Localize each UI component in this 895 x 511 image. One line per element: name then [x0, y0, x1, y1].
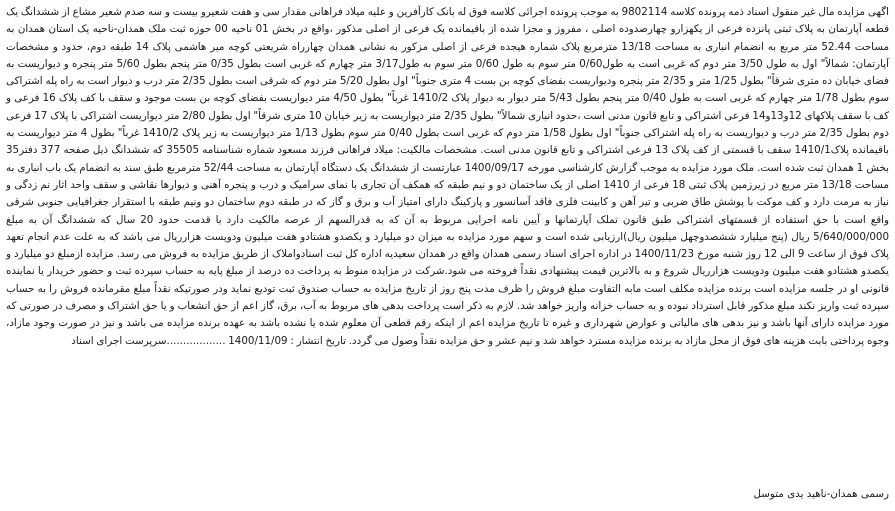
auction-notice — [6, 4, 889, 350]
notice-body: اگهی مزایده مال غیر منقول اسناد ذمه پرونده کلاسه 9802114 به موجب پرونده اجرائی کلاسه فوق له بانک کارآفرین و علیه میلاد فراهانی مقدار سی و هفت شعیرو بیست و سه صدم شعیر مشاع از ششدانگ یک قطعه آپارتمان به پلاک ثبتی پانزده فرعی از یکهزارو چهارصدوده اصلی ، مفروز و مجزا شده از باقیمانده یک فرعی از اصلی مذکور ،واقع در بخش 01 ناحیه 00 حوزه ثبت ملک همدان-ناحیه یک استان همدان به مساحت 52.44 متر مربع به انضمام انباری به مساحت 13/18 مترمربع پلاک شماره هیجده فرعی از اصلی مزکور به نشانی همدان چهارراه شریعتی کوچه میر هاشمی پلاک 14 طبقه دوم، حدود و مشخصات آپارتمان: شمالاً" اول به طول 3/50 متر دوم که غربی است به طول0/60 متر سوم به طول 0/60 متر سوم به طول3/17 متر چهارم که غربی است بطول 0/35 متر پنجم بطول 5/60 متر پنجره و دیواریست به فضای خیابان ده متری شرقاً" بطول 1/25 متر و 2/35 متر پنجره ودیواریست بفضای کوچه بن بست 4 متری جنوباً" اول بطول 5/20 متر دوم که شرقی است بطول 2/35 متر درب و دیوار است به راه پله اشتراکی سوم بطول 1/78 متر چهارم که غربی است به طول 0/40 متر پنجم بطول 5/43 متر دیوار به دیوار پلاک 1410/2 غرباً" بطول 4/50 متر دیواریست بفضای کوچه بن بست موجود و سقف با کف پلاک 16 فرعی و کف با سقف پلاکهای 12و13و14 فرعی اشتراکی و تابع قانون مدنی است ،حدود انباری شمالاً" بطول 2/35 متر دیواریست به زیر خیابان 10 متری شرقاً" اول بطول 2/80 متر دیواریست اشتراکی با پلاک 17 فرعی دوم بطول 2/35 متر درب و دیواریست به راه پله اشتراکی جنوباً" اول بطول 1/58 متر دوم که غربی است بطول 0/40 متر سوم بطول 1/13 متر دیواریست به زیر پلاک 1410/2 غرباً" بطول 4 متر دیواریست به باقیمانده پلاک1410/1 سقف با قسمتی از کف پلاک 13 فرعی اشتراکی و تابع قانون مدنی است. مشخصات مالکیت: میلاد فراهانی فرزند مسعود شماره شناسنامه 35505 که ششدانگ ذیل صفحه 377 دفتر35 بخش 1 همدان ثبت شده است. ملک مورد مزایده به موجب گزارش کارشناسی مورخه 1400/09/17 عبارتست از ششدانگ یک دستگاه آپارتمان به مساحت 52/44 مترمربع طبق سند به انضمام یک باب انباری به مساحت 13/18 متر مربع در زیرزمین پلاک ثبتی 18 فرعی از 1410 اصلی از یک ساختمان دو و نیم طبقه که همکف آن تجاری با نمای سرامیک و درب و پنجره آهنی و دیوارها نقاشی و سقف واحد اثار نم زدگی و نیاز به مرمت دارد و کف موکت با پوشش طاق ضربی و تیر آهن و کابینت فلزی فاقد آسانسور و پارکینگ دارای امتیاز آب و برق و گاز که در طبقه دوم ساختمان دو ونیم طبقه با استقرار جغرافیایی جنوبی شرقی واقع است با حق استفاده از قسمتهای اشتراکی طبق قانون تملک آپارتمانها و آیین نامه اجرایی مربوط به آن که به قدرالسهم از عرصه مالکیت دارد با قدمت حدود 20 سال که ششدانگ آن به مبلغ 5/640/000/000 ریال (پنج میلیارد ششصدوچهل میلیون ریال)ارزیابی شده است و سهم مورد مزایده به میزان دو میلیارد و یکصدو هشتادو هفت میلیون ودویست هزارریال می باشد که به علت عدم انجام تعهد پلاک فوق از ساعت 9 الی 12 روز شنبه مورخ 1400/11/23 در اداره اجرای اسناد رسمی همدان واقع در همدان سعیدیه اداره کل ثبت اسنادواملاک از طریق مزایده به فروش می رسد. مزایده ازمبلغ دو میلیارد و یکصدو هشتادو هفت میلیون ودویست هزارریال شروع و به بالاترین قیمت پیشنهادی نقداً فروخته می شود.شرکت در مزایده منوط به پرداخت ده درصد از مبلغ پایه به حساب سپرده ثبت و حضور خریدار یا نماینده قانونی او در جلسه مزایده است برنده مزایده مکلف است مابه التفاوت مبلغ فروش را ظرف مدت پنج روز از تاریخ مزایده به حساب صندوق ثبت تودیع نماید ودر صورتیکه نقداً مبلغ مقرمانده فروش را به حساب سپرده ثبت واریز نکند مبلغ مذکور قابل استرداد نبوده و به حساب خزانه واریز خواهد شد. لازم به ذکر است پرداخت بدهی های مربوط به آب، برق، گاز اعم از حق انشعاب و یا حق اشتراک و مصرف در صورتی که مورد مزایده دارای آنها باشد و نیز بدهی های مالیاتی و عوارض شهرداری و غیره تا تاریخ مزایده اعم از اینکه رقم قطعی آن معلوم شده یا نشده باشد به عهده برنده مزایده می باشد و نیز در صورت وجود مازاد، وجوه پرداختی بابت هزینه های فوق از محل مازاد به برنده مزایده مسترد خواهد شد و نیم عشر و حق مزایده نقداً وصول می گردد. تاریخ انتشار : 1400/11/09 ..................سرپرست اجرای اسناد — [6, 6, 890, 347]
notice-signature: رسمی همدان-ناهید یدی متوسل — [753, 488, 889, 500]
